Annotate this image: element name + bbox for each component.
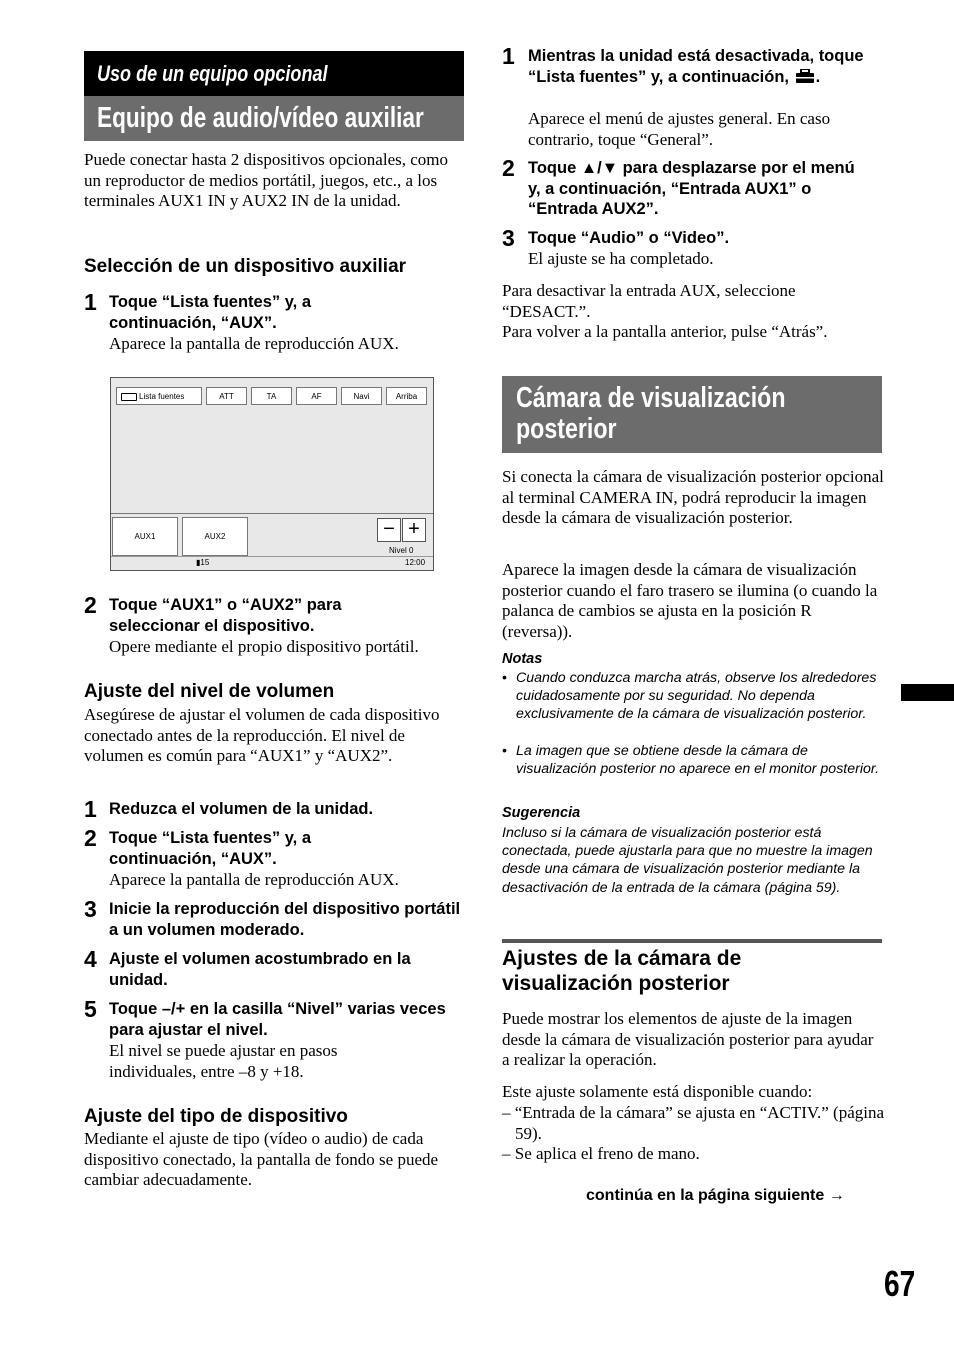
intro-paragraph: Puede conectar hasta 2 dispositivos opcionales, como un reproductor de medios portátil, juegos, etc., a los terminales AUX1 IN y AUX2 IN de la unidad. <box>84 150 448 210</box>
note-text: La imagen que se obtiene desde la cámara de visualización posterior no aparece en el monitor posterior. <box>516 743 880 778</box>
step-description: El ajuste se ha completado. <box>528 249 714 268</box>
condition-item: – Se aplica el freno de mano. <box>502 1144 700 1163</box>
step-text: Toque “AUX1” o “AUX2” para seleccionar el dispositivo. <box>109 596 342 635</box>
section-title-bar <box>84 96 464 141</box>
step-text: Toque “Lista fuentes” y, a continuación, “AUX”. <box>109 293 312 332</box>
step-text-main: Mientras la unidad está desactivada, toque “Lista fuentes” y, a continuación, <box>528 47 864 86</box>
side-tab <box>901 684 954 701</box>
level-minus-button[interactable]: − <box>377 518 401 542</box>
notes-title: Notas <box>502 651 543 667</box>
step-number: 3 <box>502 225 515 251</box>
volume-icon: ▮ <box>196 558 201 567</box>
step-text: Toque “Lista fuentes” y, a continuación, “AUX”. <box>109 829 312 868</box>
step-text: Ajuste el volumen acostumbrado en la unidad. <box>109 950 411 989</box>
step-number: 1 <box>84 796 97 822</box>
adjustments-title-line2: visualización posterior <box>502 972 730 995</box>
aux-playback-screen <box>110 377 434 571</box>
bullet-icon: • <box>502 743 507 759</box>
step-text: Toque –/+ en la casilla “Nivel” varias veces para ajustar el nivel. <box>109 1000 446 1039</box>
back-note: Para volver a la pantalla anterior, pulse “Atrás”. <box>502 322 828 341</box>
source-list-button[interactable] <box>116 387 202 405</box>
step-text-end: . <box>815 67 821 86</box>
step-number: 3 <box>84 896 97 922</box>
step-description: Aparece la pantalla de reproducción AUX. <box>109 334 399 353</box>
camera-paragraph-1: Si conecta la cámara de visualización posterior opcional al terminal CAMERA IN, podrá reproducir la imagen desde la cámara de visualización posterior. <box>502 467 884 527</box>
camera-section-title-line1: Cámara de visualización <box>516 382 786 414</box>
clock: 12:00 <box>405 558 426 567</box>
ta-button[interactable]: TA <box>251 387 292 405</box>
step-number: 1 <box>84 289 97 315</box>
tip-text: Incluso si la cámara de visualización posterior está conectada, puede ajustarla para que no muestre la imagen desde una cámara de visualización posterior mediante la desactivación de la entrada de la cámara (página 59). <box>502 825 873 896</box>
up-button[interactable]: Arriba <box>386 387 427 405</box>
adjustments-paragraph-1: Puede mostrar los elementos de ajuste de la imagen desde la cámara de visualización posterior para ayudar a realizar la operación. <box>502 1009 874 1069</box>
volume-intro: Asegúrese de ajustar el volumen de cada dispositivo conectado antes de la reproducción. El nivel de volumen es común para “AUX1” y “AUX2”. <box>84 705 440 765</box>
subheading-select-device: Selección de un dispositivo auxiliar <box>84 256 407 277</box>
navi-button[interactable]: Navi <box>341 387 382 405</box>
note-item <box>502 742 882 778</box>
step-text: Toque “Audio” o “Video”. <box>528 229 730 247</box>
level-plus-button[interactable]: + <box>402 518 426 542</box>
step-number: 1 <box>502 43 515 69</box>
step-text: Inicie la reproducción del dispositivo portátil a un volumen moderado. <box>109 900 461 939</box>
page-number: 67 <box>884 1263 916 1304</box>
camera-paragraph-2: Aparece la imagen desde la cámara de visualización posterior cuando el faro trasero se ilumina (o cuando la palanca de cambios se ajusta en la posición R (reversa)). <box>502 560 878 641</box>
condition-item: – “Entrada de la cámara” se ajusta en “ACTIV.” (página 59). <box>502 1103 885 1143</box>
aux-off-note: Para desactivar la entrada AUX, seleccione “DESACT.”. <box>502 281 796 321</box>
step-number: 2 <box>84 825 97 851</box>
section-rule <box>502 939 882 943</box>
status-strip <box>111 556 433 557</box>
note-text: Cuando conduzca marcha atrás, observe los alrededores cuidadosamente por su seguridad. No dependa exclusivamente de la cámara de visualización posterior. <box>516 670 877 723</box>
step-text: Reduzca el volumen de la unidad. <box>109 800 374 818</box>
volume-value: 15 <box>200 558 210 567</box>
aux1-button[interactable]: AUX1 <box>112 517 178 556</box>
step-description: Aparece la pantalla de reproducción AUX. <box>109 870 399 889</box>
adjustments-paragraph-2: Este ajuste solamente está disponible cuando: <box>502 1082 813 1101</box>
bullet-icon: • <box>502 670 507 686</box>
source-list-label: Lista fuentes <box>139 392 185 401</box>
step-number: 5 <box>84 996 97 1022</box>
section-category-bar <box>84 51 464 96</box>
adjustments-title-line1: Ajustes de la cámara de <box>502 947 742 970</box>
step-number: 2 <box>502 155 515 181</box>
step-description: Aparece el menú de ajustes general. En caso contrario, toque “General”. <box>528 109 831 149</box>
source-icon <box>121 393 137 401</box>
subheading-volume-level: Ajuste del nivel de volumen <box>84 681 335 702</box>
step-number: 2 <box>84 592 97 618</box>
level-label: Nivel 0 <box>389 546 414 555</box>
att-button[interactable]: ATT <box>206 387 247 405</box>
af-button[interactable]: AF <box>296 387 337 405</box>
section-category: Uso de un equipo opcional <box>97 61 328 86</box>
step-number: 4 <box>84 946 97 972</box>
toolbox-icon <box>795 68 815 81</box>
note-item <box>502 669 882 724</box>
step-text: Toque ▲/▼ para desplazarse por el menú y, a continuación, “Entrada AUX1” o “Entrada AUX2”. <box>528 159 855 218</box>
camera-section-title-line2: posterior <box>516 413 617 445</box>
screen-divider <box>111 513 433 514</box>
section-title: Equipo de audio/vídeo auxiliar <box>97 102 424 134</box>
step-description: Opere mediante el propio dispositivo portátil. <box>109 637 419 656</box>
step-description: El nivel se puede ajustar en pasos individuales, entre –8 y +18. <box>109 1041 338 1081</box>
aux2-button[interactable]: AUX2 <box>182 517 248 556</box>
subheading-device-type: Ajuste del tipo de dispositivo <box>84 1106 348 1127</box>
camera-section-bar <box>502 376 882 453</box>
step-text <box>528 46 878 87</box>
tip-title: Sugerencia <box>502 805 581 821</box>
device-type-text: Mediante el ajuste de tipo (vídeo o audio) de cada dispositivo conectado, la pantalla de fondo se puede cambiar adecuadamente. <box>84 1129 439 1189</box>
volume-indicator <box>196 558 209 567</box>
continue-note: continúa en la página siguiente → <box>586 1187 845 1204</box>
